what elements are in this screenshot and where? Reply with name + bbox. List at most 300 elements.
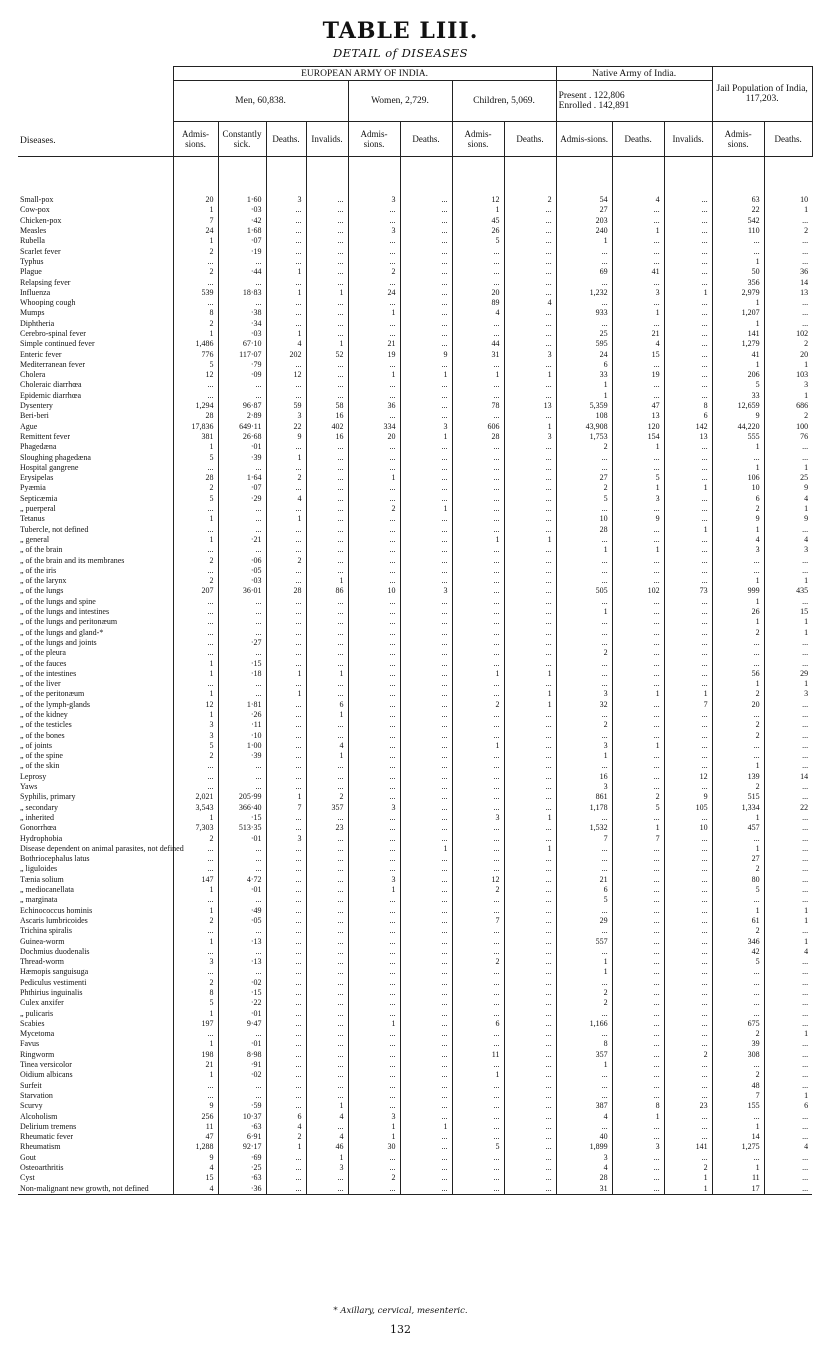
value-cell: ... <box>664 1039 712 1049</box>
disease-name-cell: „ of the lungs <box>20 586 64 596</box>
value-cell: ... <box>266 998 306 1008</box>
men-header: Men, 60,838. <box>173 81 348 122</box>
value-cell: ... <box>218 607 266 617</box>
value-cell: 4 <box>764 494 812 504</box>
value-cell: 28 <box>452 432 504 442</box>
disease-name-cell: „ of the intestines <box>20 668 77 678</box>
disease-name-cell: Starvation <box>20 1090 53 1100</box>
value-cell: 1 <box>266 1142 306 1152</box>
value-cell: 6 <box>556 360 612 370</box>
value-cell: ... <box>504 411 556 421</box>
col-children-deaths: Deaths. <box>504 122 556 157</box>
value-cell: ... <box>306 494 348 504</box>
value-cell: ... <box>664 1008 712 1018</box>
value-cell: 4 <box>504 298 556 308</box>
value-cell: ... <box>306 813 348 823</box>
value-cell: 24 <box>348 288 400 298</box>
value-cell: ... <box>348 823 400 833</box>
value-cell: ... <box>266 638 306 648</box>
value-cell: ... <box>664 226 712 236</box>
value-cell: ... <box>504 1163 556 1173</box>
table-row <box>18 349 812 359</box>
value-cell: 6 <box>266 1111 306 1121</box>
value-cell: ... <box>452 319 504 329</box>
value-cell: ... <box>664 380 712 390</box>
value-cell: 2·89 <box>218 411 266 421</box>
value-cell: ... <box>556 298 612 308</box>
value-cell: 3 <box>306 1163 348 1173</box>
value-cell: ... <box>306 514 348 524</box>
value-cell: ... <box>504 1091 556 1101</box>
table-row <box>18 833 812 843</box>
value-cell: ... <box>556 813 612 823</box>
value-cell: ... <box>504 885 556 895</box>
value-cell: ... <box>504 288 556 298</box>
value-cell: ... <box>400 195 452 205</box>
value-cell: ... <box>348 319 400 329</box>
value-cell: ·05 <box>218 566 266 576</box>
disease-name-cell: „ inherited <box>20 812 54 822</box>
value-cell: 24 <box>556 349 612 359</box>
value-cell: 2 <box>173 833 218 843</box>
value-cell: 686 <box>764 401 812 411</box>
value-cell: 56 <box>712 669 764 679</box>
value-cell: ... <box>266 916 306 926</box>
value-cell: ... <box>504 761 556 771</box>
value-cell: 47 <box>612 401 664 411</box>
value-cell: ... <box>452 823 504 833</box>
value-cell: 58 <box>306 401 348 411</box>
value-cell: 3 <box>173 730 218 740</box>
value-cell: 3 <box>612 288 664 298</box>
value-cell: 5 <box>712 957 764 967</box>
disease-name-cell: „ of the lungs and gland-* <box>20 627 104 637</box>
value-cell: ... <box>348 1163 400 1173</box>
value-cell: 9 <box>764 483 812 493</box>
value-cell: ... <box>306 1070 348 1080</box>
col-native-deaths: Deaths. <box>612 122 664 157</box>
disease-name-cell: Rheumatic fever <box>20 1132 74 1142</box>
value-cell: ... <box>348 1101 400 1111</box>
value-cell: ... <box>612 216 664 226</box>
value-cell: ... <box>764 319 812 329</box>
value-cell: ·03 <box>218 329 266 339</box>
value-cell: ... <box>218 380 266 390</box>
value-cell: 4 <box>764 1142 812 1152</box>
value-cell: 21 <box>612 329 664 339</box>
value-cell: ·25 <box>218 1163 266 1173</box>
value-cell: 2 <box>556 988 612 998</box>
table-row <box>18 720 812 730</box>
value-cell: 12 <box>452 195 504 205</box>
value-cell: ... <box>266 257 306 267</box>
value-cell: ... <box>504 1070 556 1080</box>
value-cell: ... <box>400 782 452 792</box>
table-row <box>18 916 812 926</box>
value-cell: 5 <box>712 380 764 390</box>
value-cell: ... <box>266 854 306 864</box>
value-cell: 5 <box>612 803 664 813</box>
value-cell: ... <box>348 442 400 452</box>
value-cell: ... <box>218 391 266 401</box>
value-cell: ... <box>664 741 712 751</box>
value-cell: ... <box>664 895 712 905</box>
value-cell: 3,543 <box>173 803 218 813</box>
value-cell: ... <box>452 1008 504 1018</box>
value-cell: ... <box>306 1122 348 1132</box>
value-cell: 24 <box>173 226 218 236</box>
disease-name-cell: Enteric fever <box>20 349 62 359</box>
value-cell: 20 <box>712 700 764 710</box>
value-cell: ... <box>664 875 712 885</box>
value-cell: ... <box>612 916 664 926</box>
value-cell: ... <box>173 617 218 627</box>
table-row <box>18 514 812 524</box>
value-cell: ... <box>764 895 812 905</box>
value-cell: 240 <box>556 226 612 236</box>
value-cell: ... <box>664 978 712 988</box>
value-cell: 3 <box>266 833 306 843</box>
value-cell: ... <box>712 978 764 988</box>
value-cell: 3 <box>400 586 452 596</box>
disease-name-cell: Plague <box>20 267 42 277</box>
value-cell: ... <box>612 998 664 1008</box>
value-cell: 1 <box>400 504 452 514</box>
value-cell: ... <box>764 741 812 751</box>
value-cell: ·13 <box>218 936 266 946</box>
value-cell: ... <box>712 710 764 720</box>
value-cell: ... <box>306 360 348 370</box>
value-cell: ... <box>400 391 452 401</box>
value-cell: ... <box>764 720 812 730</box>
value-cell: ... <box>556 658 612 668</box>
value-cell: 52 <box>306 349 348 359</box>
value-cell: 1 <box>612 545 664 555</box>
value-cell: ... <box>266 308 306 318</box>
value-cell: 1 <box>173 535 218 545</box>
value-cell: ... <box>764 926 812 936</box>
value-cell: 1,166 <box>556 1019 612 1029</box>
value-cell: ... <box>306 1060 348 1070</box>
value-cell: ... <box>306 864 348 874</box>
value-cell: ... <box>556 555 612 565</box>
value-cell: ... <box>400 648 452 658</box>
value-cell: ... <box>218 277 266 287</box>
value-cell: ... <box>400 679 452 689</box>
value-cell: 33 <box>712 391 764 401</box>
value-cell: ... <box>306 452 348 462</box>
value-cell: 3 <box>504 349 556 359</box>
value-cell: ... <box>173 504 218 514</box>
value-cell: 14 <box>764 772 812 782</box>
value-cell: ... <box>504 905 556 915</box>
table-header <box>18 67 812 157</box>
value-cell: ... <box>348 895 400 905</box>
value-cell: ... <box>348 617 400 627</box>
value-cell: 108 <box>556 411 612 421</box>
value-cell: 5 <box>612 473 664 483</box>
value-cell: ... <box>556 730 612 740</box>
value-cell: 555 <box>712 432 764 442</box>
disease-name-cell: Epidemic diarrhœa <box>20 390 82 400</box>
value-cell: ·42 <box>218 216 266 226</box>
value-cell: 1 <box>173 1008 218 1018</box>
value-cell: ... <box>173 1091 218 1101</box>
disease-name-cell: Small-pox <box>20 195 54 205</box>
value-cell: ... <box>348 772 400 782</box>
value-cell: ... <box>306 545 348 555</box>
value-cell: 2 <box>173 267 218 277</box>
value-cell: ... <box>400 401 452 411</box>
value-cell: 2 <box>306 792 348 802</box>
value-cell: 2 <box>712 782 764 792</box>
value-cell: 1 <box>764 679 812 689</box>
value-cell: ... <box>400 895 452 905</box>
disease-name-cell: „ of the lungs and peritonæum <box>20 617 118 627</box>
disease-name-cell: „ marginata <box>20 895 58 905</box>
value-cell: ... <box>266 710 306 720</box>
value-cell: ... <box>764 761 812 771</box>
value-cell: ... <box>306 854 348 864</box>
value-cell: 30 <box>348 1142 400 1152</box>
disease-name-cell: Hydrophobia <box>20 833 63 843</box>
value-cell: 10 <box>556 514 612 524</box>
value-cell: ... <box>556 947 612 957</box>
value-cell: ... <box>504 1101 556 1111</box>
table-row <box>18 885 812 895</box>
value-cell: ... <box>452 329 504 339</box>
value-cell: ... <box>348 905 400 915</box>
value-cell: ... <box>400 597 452 607</box>
value-cell: ... <box>504 947 556 957</box>
value-cell: 1 <box>764 463 812 473</box>
value-cell: 12 <box>664 772 712 782</box>
value-cell: ... <box>504 504 556 514</box>
disease-name-cell: Hæmopis sanguisuga <box>20 967 89 977</box>
value-cell: 44 <box>452 339 504 349</box>
value-cell: 4 <box>266 1122 306 1132</box>
value-cell: ... <box>764 1184 812 1195</box>
value-cell: ... <box>348 555 400 565</box>
value-cell: ... <box>504 339 556 349</box>
value-cell: ... <box>504 710 556 720</box>
value-cell: ... <box>612 298 664 308</box>
value-cell: 3 <box>348 803 400 813</box>
value-cell: 2 <box>556 720 612 730</box>
value-cell: ... <box>306 689 348 699</box>
value-cell: ... <box>664 761 712 771</box>
value-cell: ... <box>400 751 452 761</box>
table-row <box>18 1081 812 1091</box>
value-cell: ... <box>612 1081 664 1091</box>
value-cell: ... <box>218 844 266 854</box>
value-cell: ... <box>504 257 556 267</box>
value-cell: 1 <box>452 205 504 215</box>
value-cell: 3 <box>556 689 612 699</box>
value-cell: 3 <box>266 411 306 421</box>
value-cell: ... <box>504 638 556 648</box>
value-cell: 2 <box>612 792 664 802</box>
value-cell: ... <box>400 442 452 452</box>
value-cell: ... <box>612 720 664 730</box>
table-row <box>18 1008 812 1018</box>
table-row <box>18 586 812 596</box>
disease-name-cell: Diphtheria <box>20 318 55 328</box>
value-cell: ... <box>348 463 400 473</box>
value-cell: ... <box>664 833 712 843</box>
value-cell: 59 <box>266 401 306 411</box>
value-cell: ... <box>348 205 400 215</box>
value-cell: ... <box>348 679 400 689</box>
table-row <box>18 926 812 936</box>
value-cell: ... <box>664 679 712 689</box>
value-cell: 25 <box>556 329 612 339</box>
value-cell: ... <box>452 988 504 998</box>
value-cell: ... <box>764 1008 812 1018</box>
value-cell: ... <box>504 246 556 256</box>
value-cell: 4 <box>306 741 348 751</box>
value-cell: 1 <box>504 813 556 823</box>
value-cell: 41 <box>712 349 764 359</box>
value-cell: ... <box>504 545 556 555</box>
value-cell: ... <box>612 1060 664 1070</box>
value-cell: ... <box>504 494 556 504</box>
value-cell: ... <box>664 349 712 359</box>
value-cell: 1·64 <box>218 473 266 483</box>
value-cell: 142 <box>664 422 712 432</box>
value-cell: 513·35 <box>218 823 266 833</box>
value-cell: 41 <box>612 267 664 277</box>
table-row <box>18 823 812 833</box>
value-cell: ... <box>504 1173 556 1183</box>
value-cell: 5 <box>173 360 218 370</box>
value-cell: 1 <box>173 669 218 679</box>
col-women-admissions: Admis-sions. <box>348 122 400 157</box>
value-cell: 7 <box>173 216 218 226</box>
table-row <box>18 1173 812 1183</box>
value-cell: ... <box>664 504 712 514</box>
value-cell: ... <box>348 1039 400 1049</box>
value-cell: ·49 <box>218 905 266 915</box>
value-cell: 67·10 <box>218 339 266 349</box>
value-cell: ... <box>348 638 400 648</box>
value-cell: 207 <box>173 586 218 596</box>
value-cell: ... <box>664 1029 712 1039</box>
value-cell: 2 <box>348 1173 400 1183</box>
value-cell: ... <box>348 452 400 462</box>
native-present: Present . 122,806 <box>558 91 625 101</box>
value-cell: ... <box>266 525 306 535</box>
value-cell: 21 <box>173 1060 218 1070</box>
value-cell: ... <box>173 679 218 689</box>
value-cell: ... <box>664 494 712 504</box>
value-cell: ... <box>504 1111 556 1121</box>
value-cell: ... <box>764 638 812 648</box>
value-cell: ... <box>400 813 452 823</box>
disease-name-cell: Influenza <box>20 287 51 297</box>
table-row <box>18 844 812 854</box>
value-cell: 17 <box>712 1184 764 1195</box>
value-cell: ... <box>664 607 712 617</box>
value-cell: 1 <box>712 360 764 370</box>
disease-name-cell: Ague <box>20 421 38 431</box>
value-cell: ... <box>612 978 664 988</box>
value-cell: 649·11 <box>218 422 266 432</box>
value-cell: ... <box>612 710 664 720</box>
value-cell: ... <box>348 978 400 988</box>
disease-name-cell: „ liguloides <box>20 864 58 874</box>
value-cell: ... <box>556 844 612 854</box>
value-cell: ... <box>348 854 400 864</box>
value-cell: 20 <box>764 349 812 359</box>
value-cell: ... <box>764 1163 812 1173</box>
value-cell: 7 <box>664 700 712 710</box>
table-row <box>18 978 812 988</box>
value-cell: ... <box>556 576 612 586</box>
value-cell: ... <box>400 1060 452 1070</box>
table-row <box>18 442 812 452</box>
value-cell: ... <box>452 772 504 782</box>
value-cell: 13 <box>664 432 712 442</box>
value-cell: 1 <box>556 236 612 246</box>
value-cell: 45 <box>452 216 504 226</box>
value-cell: ... <box>504 720 556 730</box>
value-cell: 2 <box>712 689 764 699</box>
value-cell: 3 <box>400 422 452 432</box>
value-cell: ... <box>612 360 664 370</box>
value-cell: ... <box>266 380 306 390</box>
value-cell: 1 <box>173 936 218 946</box>
value-cell: ... <box>556 638 612 648</box>
value-cell: 1,486 <box>173 339 218 349</box>
value-cell: ... <box>556 504 612 514</box>
value-cell: ·13 <box>218 957 266 967</box>
value-cell: 2 <box>266 1132 306 1142</box>
value-cell: ... <box>664 205 712 215</box>
value-cell: ... <box>266 957 306 967</box>
value-cell: 1 <box>664 1173 712 1183</box>
value-cell: ... <box>612 566 664 576</box>
value-cell: ... <box>173 844 218 854</box>
value-cell: 1 <box>348 370 400 380</box>
value-cell: ... <box>266 700 306 710</box>
value-cell: 2 <box>764 339 812 349</box>
value-cell: ... <box>612 597 664 607</box>
value-cell: ... <box>556 319 612 329</box>
value-cell: ... <box>266 1184 306 1195</box>
value-cell: ... <box>504 1029 556 1039</box>
value-cell: 457 <box>712 823 764 833</box>
value-cell: ... <box>504 267 556 277</box>
footnote: * Axillary, cervical, mesenteric. <box>333 1306 468 1316</box>
value-cell: 5 <box>452 1142 504 1152</box>
disease-name-cell: „ of the lymph-glands <box>20 699 90 709</box>
value-cell: ... <box>400 246 452 256</box>
value-cell: 1 <box>712 319 764 329</box>
value-cell: 9 <box>400 349 452 359</box>
value-cell: ... <box>306 535 348 545</box>
value-cell: 2 <box>452 885 504 895</box>
value-cell: ... <box>400 1132 452 1142</box>
value-cell: 595 <box>556 339 612 349</box>
value-cell: ... <box>306 885 348 895</box>
value-cell: ... <box>504 308 556 318</box>
value-cell: ... <box>612 319 664 329</box>
value-cell: ... <box>664 597 712 607</box>
value-cell: 9 <box>764 514 812 524</box>
col-men-constantly-sick: Constantly sick. <box>218 122 266 157</box>
value-cell: 9 <box>664 792 712 802</box>
